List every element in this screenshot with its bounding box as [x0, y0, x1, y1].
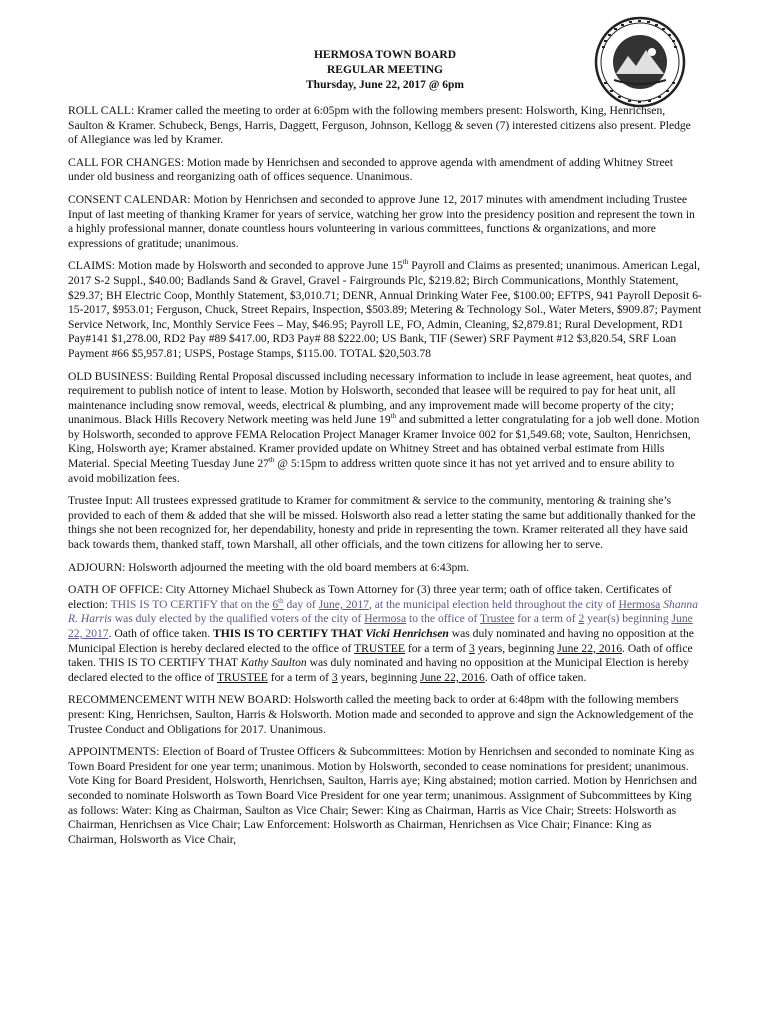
old-business-text-1: OLD BUSINESS: Building Rental Proposal discussed including necessary information to include in lease agreement, heat quotes, and requirement to publish notice of intent to lease. Motion by Holsworth, seconded that leasee will be required to pay for heat unit, all maintenance including snow removal, weeds, electrical & plumbing, and any improvement made will become property of the city; unanimous. Black Hills Recovery Network meeting was held June 19 — [68, 369, 692, 427]
certificate-2-office: TRUSTEE — [354, 641, 405, 655]
certificate-1-date: June, 2017 — [318, 597, 369, 611]
oath-taken-text: . Oath of office taken. — [108, 627, 213, 640]
old-business-text-3: @ 5:15pm to address written quote since it has not yet arrived and to ensure ability to avoid mobilization fees. — [68, 457, 675, 485]
oath-intro: OATH OF OFFICE: City Attorney Michael Shubeck as Town Attorney for (3) three year term; oath of office taken. Certificates of election: — [68, 583, 672, 611]
certificate-1-city: Hermosa — [618, 597, 661, 611]
claims-paragraph — [68, 259, 702, 361]
certificate-2-begin-date: June 22, 2016 — [557, 641, 623, 655]
certificate-3-text: was duly nominated and having no opposition at the Municipal Election is hereby declared elected to the office of — [68, 656, 689, 684]
document-body — [68, 104, 702, 855]
claims-text-1: CLAIMS: Motion made by Holsworth and seconded to approve June 15 — [68, 259, 403, 273]
recommencement-paragraph: RECOMMENCEMENT WITH NEW BOARD: Holsworth called the meeting back to order at 6:48pm with the following members present: King, Henrichsen, Saulton, Harris & Holsworth. Motion made and seconded to approve and sign the Acknowledgement of the Trustee Conduct and Obligations for 2017. Unanimous. — [68, 693, 694, 736]
certificate-2-text: for a term of — [404, 641, 470, 655]
certificate-1-text: year(s) beginning — [584, 612, 672, 626]
certificate-2-heading: THIS IS TO CERTIFY THAT — [213, 627, 366, 640]
header-date: Thursday, June 22, 2017 @ 6pm — [306, 79, 464, 91]
old-business-ordinal-2: th — [268, 456, 275, 465]
roll-call-paragraph: ROLL CALL: Kramer called the meeting to order at 6:05pm with the following members present: Holsworth, King, Henrichsen, Saulton & Kramer. Schubeck, Bengs, Harris, Daggett, Ferguson, Johnson, Kellogg & seven (7) interested citizens also present. Pledge of Allegiance was led by Kramer. — [68, 104, 691, 147]
certificate-3-name: Kathy Saulton — [240, 656, 307, 670]
trustee-input-paragraph: Trustee Input: All trustees expressed gratitude to Kramer for commitment & service to the community, mentoring & training she’s provided to each of them & added that she will be missed. Holsworth also read a letter stating the same but additionally thanked for the things she not been recognized for, her dependability, honesty and pride in representing the town. Kramer reiterated all they have said back towards them, thanked staff, town Marshall, all other officials, and the town citizens for allowing her to serve. — [68, 494, 696, 552]
certificate-3-heading: . Oath of office taken. THIS IS TO CERTIFY THAT — [68, 641, 693, 670]
old-business-text-2: and submitted a letter congratulating for a job well done. Motion by Holsworth, seconded to approve FEMA Relocation Project Manager Kramer Invoice 002 for $1,549.68; vote, Saulton, Henrichsen, King, Holsworth aye; Kramer abstained. Kramer provided update on Whitney Street and has obtained verbal estimate from Hills Material. Special Meeting Tuesday June 27 — [68, 413, 700, 471]
old-business-paragraph — [68, 370, 702, 487]
certificate-2-text: years, beginning — [474, 641, 558, 655]
document-header — [0, 48, 770, 93]
certificate-1-day-ordinal: th — [278, 596, 284, 605]
certificate-3-text: for a term of — [267, 670, 332, 684]
certificate-3-text: . Oath of office taken. — [484, 670, 587, 684]
certificate-2-name: Vicki Henrichsen — [365, 627, 449, 640]
consent-calendar-paragraph: CONSENT CALENDAR: Motion by Henrichsen and seconded to approve June 12, 2017 minutes with amendment including Trustee Input of last meeting of thanking Kramer for years of service, watching her grow into the presidency position and represent the town in a highly professional manner, donate countless hours volunteering in various committees, functions & organizations, and more expressions of gratitude; unanimous. — [68, 192, 695, 250]
certificate-3-text: years, beginning — [337, 670, 421, 684]
certificate-1-text: to the office of — [406, 612, 481, 626]
certificate-3-term: 3 — [331, 670, 338, 684]
certificate-1-text: for a term of — [514, 612, 579, 626]
certificate-1-day — [272, 598, 283, 611]
certificate-1-day-number: 6 — [272, 597, 279, 611]
header-subtitle: REGULAR MEETING — [327, 64, 443, 76]
call-for-changes-paragraph: CALL FOR CHANGES: Motion made by Henrichsen and seconded to approve agenda with amendment of adding Whitney Street under old business and reorganizing oath of offices sequence. Unanimous. — [68, 155, 674, 184]
old-business-ordinal-1: th — [390, 412, 397, 421]
claims-text-2: Payroll and Claims as presented; unanimous. American Legal, 2017 S-2 Suppl., $40.00; Badlands Sand & Gravel, Gravel - Fairgrounds Plc, $219.82; Birch Communications, Monthly Statement, $29.37; BH Electric Coop, Monthly Statement, $3,010.71; DENR, Annual Drinking Water Fee, $100.00; EFTPS, 941 Payroll Deposit 6-15-2017, $953.01; Ferguson, Chuck, Street Repairs, Inspection, $503.89; Metering & Technology Sol., Water Meters, $909.87; Payment Service Network, Inc, Monthly Service Fees – May, $46.95; Payroll LE, FO, Admin, Cleaning, $2,879.81; Rural Development, RD1 Pay#141 $1,278.00, RD2 Pay #89 $417.00, RD3 Pay# 88 $222.00; US Bank, TIF (Sewer) SRF Payment #12 $3,820.54, SRF Loan Payment #66 $5,957.81; USPS, Postage Stamps, $115.00. TOTAL $20,503.78 — [68, 259, 702, 360]
certificate-1-text: day of — [283, 597, 319, 611]
certificate-3-begin-date: June 22, 2016 — [420, 670, 485, 684]
certificate-2-text: was duly nominated and having no opposition at the Municipal Election is hereby declared elected to the office of — [68, 627, 694, 655]
certificate-1-text: THIS IS TO CERTIFY that on the — [110, 597, 273, 611]
certificate-3-office: TRUSTEE — [216, 670, 268, 684]
certificate-1-text: , at the municipal election held throughout the city of — [368, 597, 619, 611]
oath-of-office-paragraph — [68, 583, 702, 685]
adjourn-paragraph: ADJOURN: Holsworth adjourned the meeting with the old board members at 6:43pm. — [68, 560, 470, 574]
certificate-1-term: 2 — [578, 612, 585, 626]
certificate-1-name: Shanna R. Harris — [68, 597, 699, 626]
certificate-1-text: was duly elected by the qualified voters of the city of — [111, 612, 365, 626]
appointments-paragraph: APPOINTMENTS: Election of Board of Trustee Officers & Subcommittees: Motion by Henrichsen and seconded to nominate King as Town Board President for one year term; unanimous. Motion by Holsworth, seconded to cease nominations for president; unanimous. Vote King for Board President, Holsworth, Henrichsen, Saulton, Harris aye; King abstained; motion carried. Motion by Henrichsen and seconded to nominate Holsworth as Town Board Vice President for one year term; unanimous. Assignment of Subcommittees by King as follows: Water: King as Chairman, Saulton as Vice Chair; Sewer: King as Chairman, Harris as Vice Chair; Streets: Holsworth as Chairman, Henrichsen as Vice Chair; Law Enforcement: Holsworth as Chairman, Henrichsen as Vice Chair; Finance: King as Chairman, Holsworth as Vice Chair, — [68, 745, 697, 846]
certificate-1-office: Trustee — [480, 612, 515, 626]
certificate-1-begin-date: June 22, 2017 — [68, 612, 693, 640]
certificate-2-term: 3 — [469, 641, 475, 655]
claims-ordinal: th — [402, 258, 409, 267]
certificate-1-city: Hermosa — [364, 612, 407, 626]
header-title: HERMOSA TOWN BOARD — [313, 49, 457, 61]
